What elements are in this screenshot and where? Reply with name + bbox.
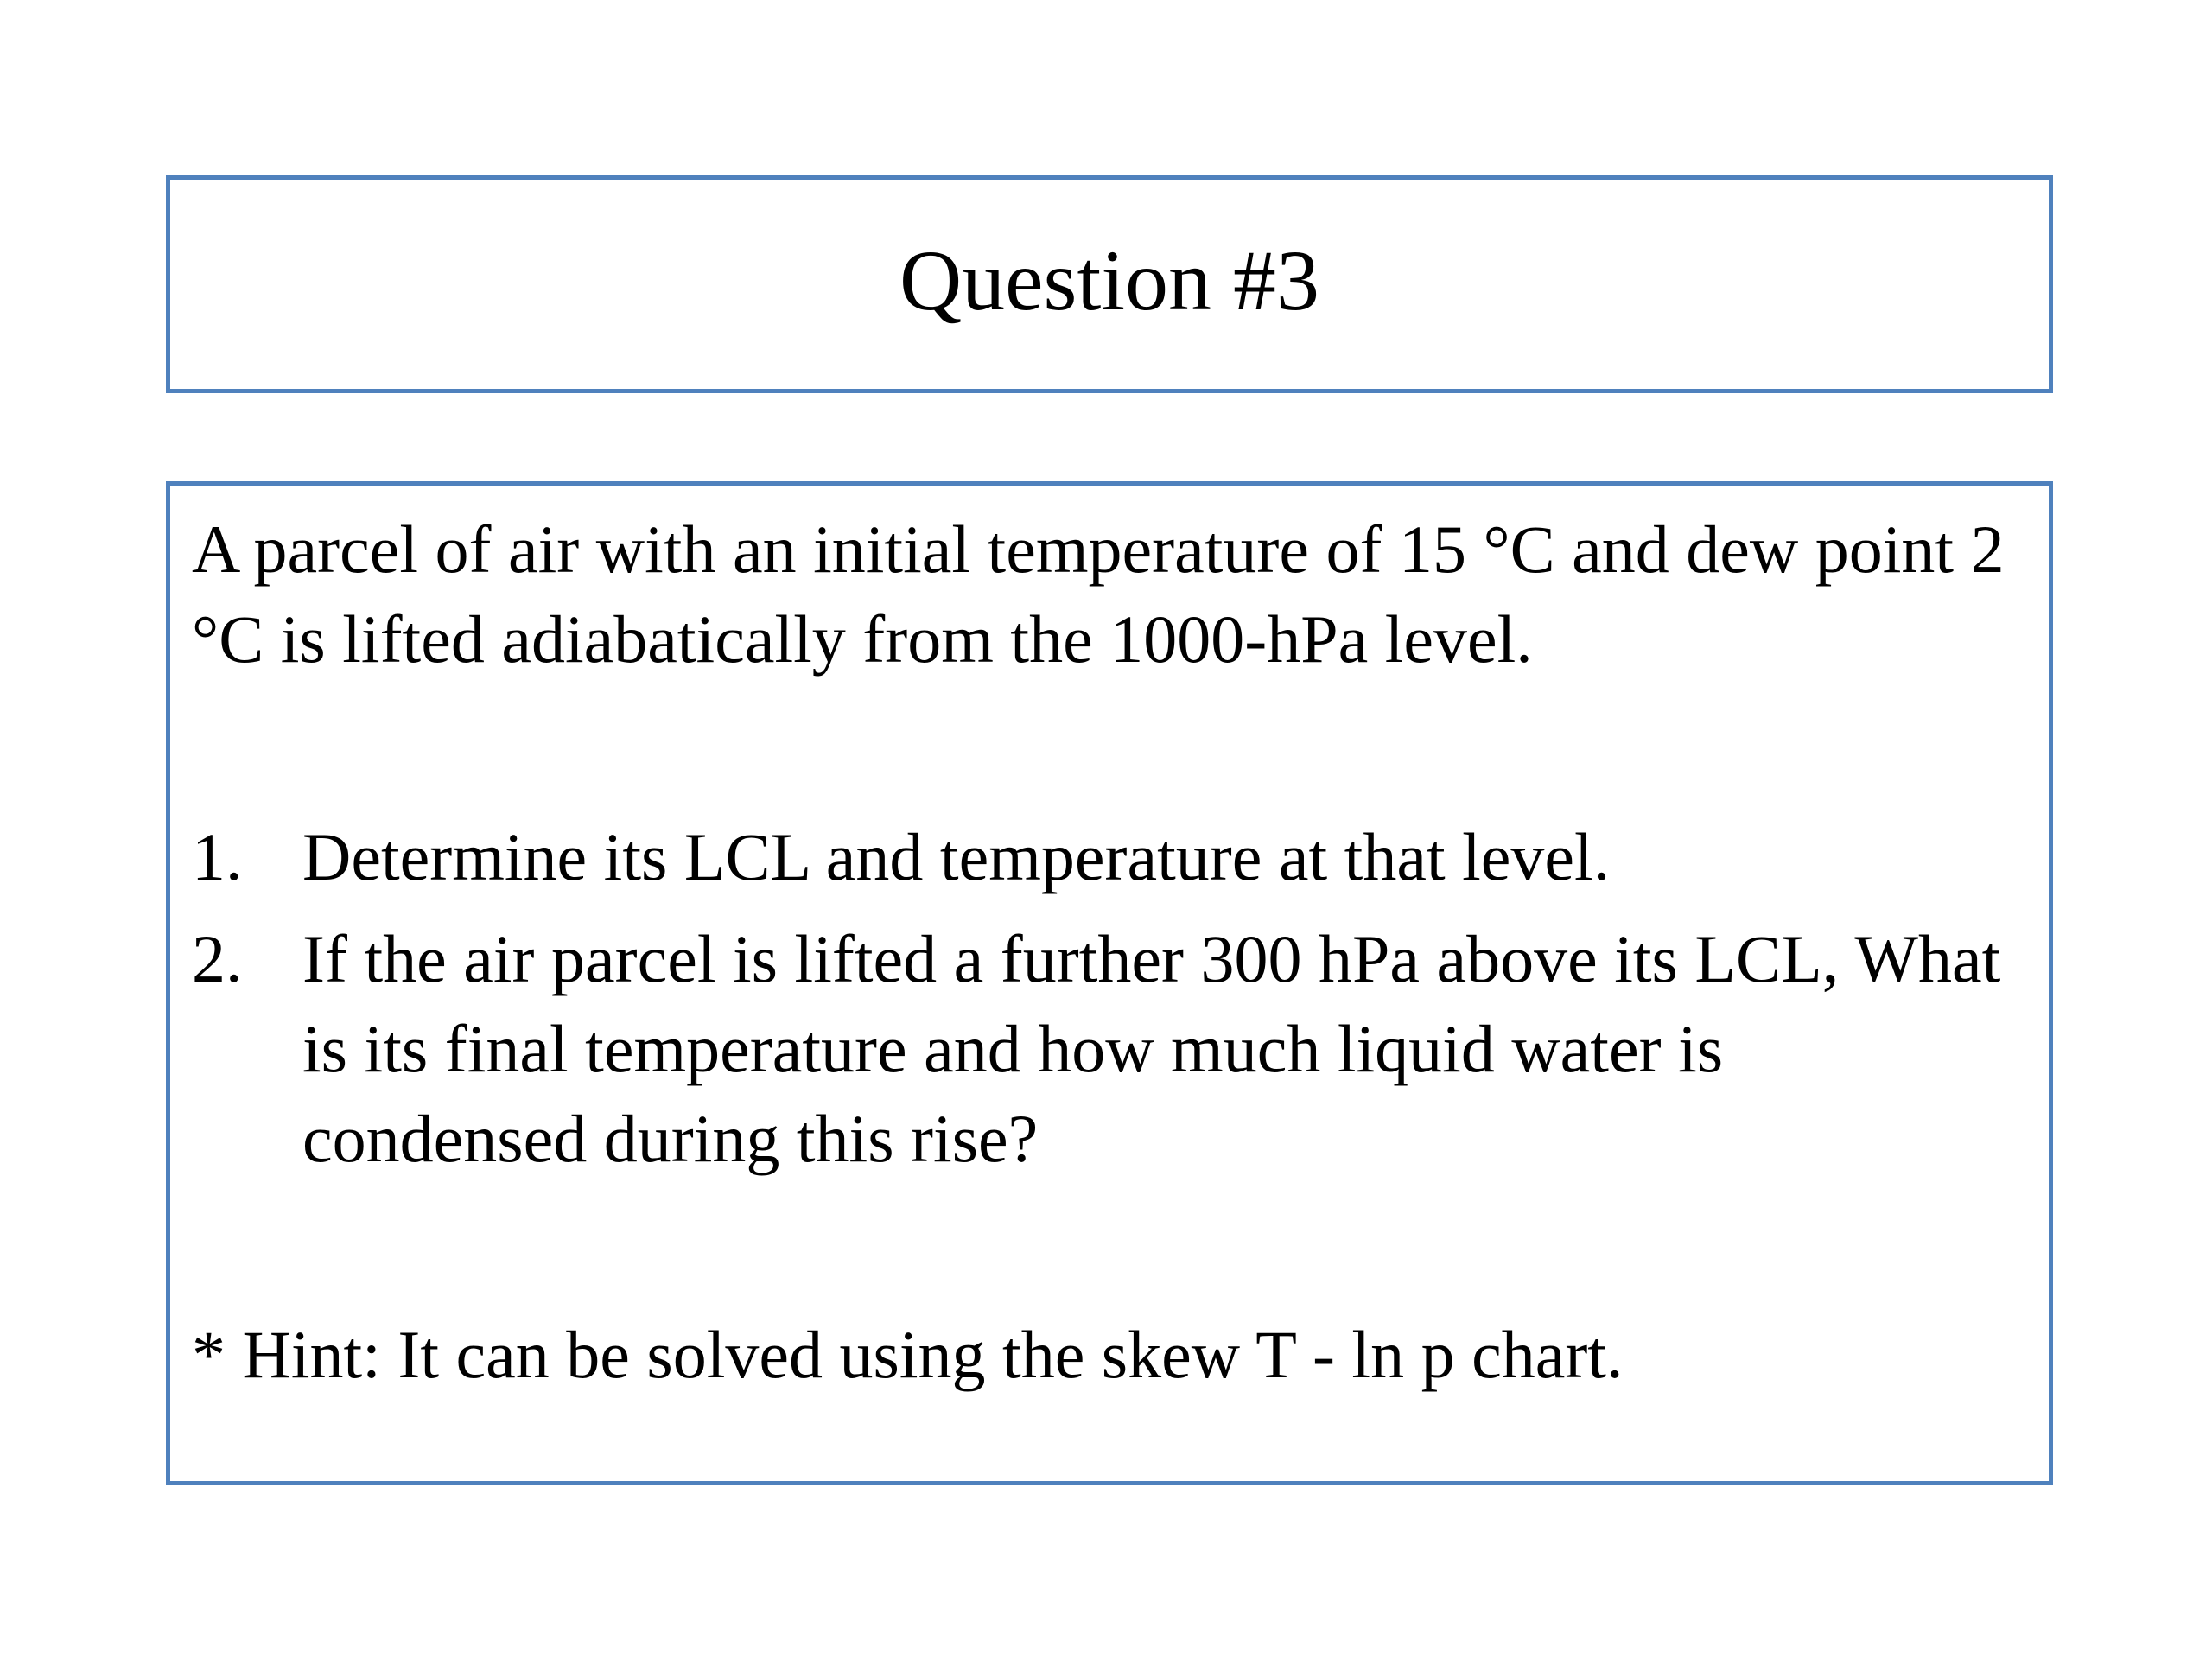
problem-statement: A parcel of air with an initial temperature of 15 °C and dew point 2 °C is lifted adiabatically from the 1000-hPa level.	[192, 512, 2005, 677]
list-item	[192, 812, 2049, 902]
question-list	[192, 812, 2049, 1184]
list-item-number: 2.	[192, 921, 243, 996]
list-item-text: Determine its LCL and temperature at that level.	[302, 819, 1611, 894]
hint-text: * Hint: It can be solved using the skew T - ln p chart.	[192, 1317, 1624, 1392]
content-box	[166, 481, 2053, 1485]
slide-title: Question #3	[899, 232, 1320, 328]
list-item-number: 1.	[192, 819, 243, 894]
list-item	[192, 914, 2049, 1184]
title-box	[166, 175, 2053, 393]
list-item-text: If the air parcel is lifted a further 300 hPa above its LCL, What is its final temperature and how much liquid water is condensed during this rise?	[302, 921, 2001, 1176]
